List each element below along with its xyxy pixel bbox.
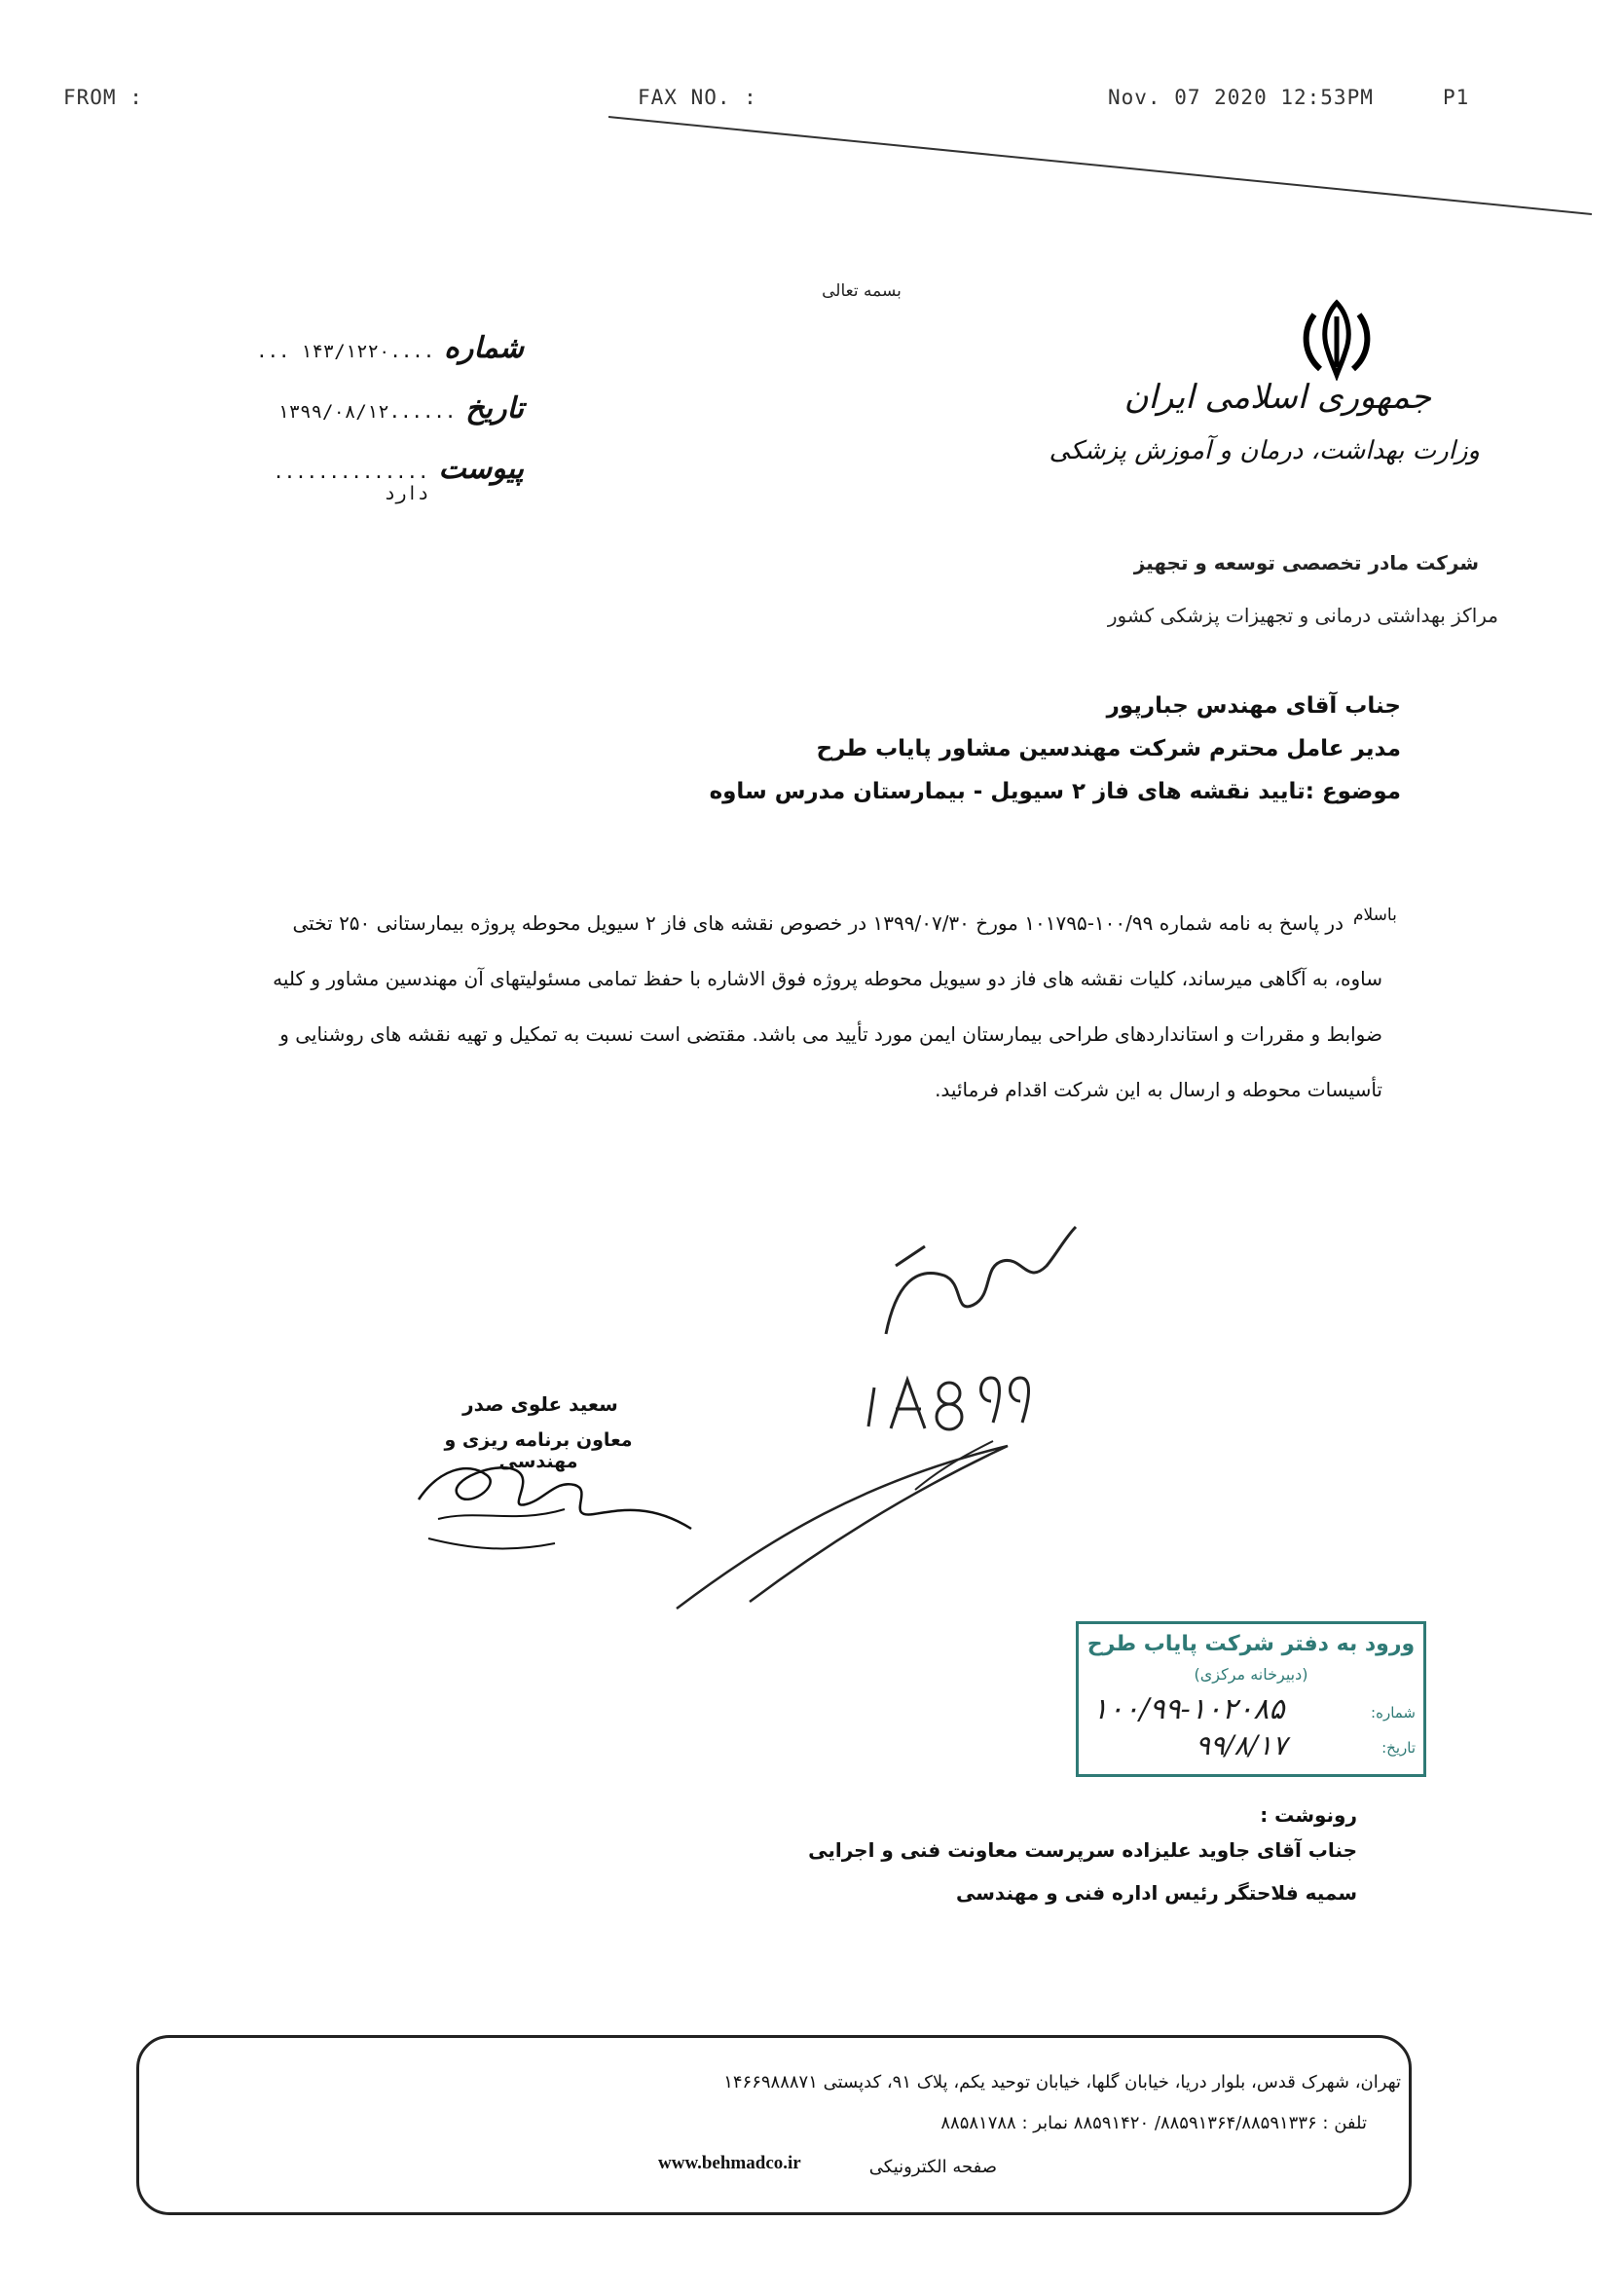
addressee-title: مدیر عامل محترم شرکت مهندسین مشاور پایاب طرح — [816, 736, 1401, 761]
fax-timestamp: Nov. 07 2020 12:53PM — [1108, 86, 1374, 109]
basmala: بسمه تعالی — [822, 281, 902, 301]
fax-page: P1 — [1443, 86, 1470, 109]
stamp-date-handwritten: ۹۹/۸/۱۷ — [1196, 1729, 1288, 1761]
footer-phone: تلفن : ۸۸۵۹۱۳۶۴/۸۸۵۹۱۳۳۶/ ۸۸۵۹۱۴۲۰ نمابر : ۸۸۵۸۱۷۸۸ — [940, 2113, 1367, 2133]
org-line-1: شرکت مادر تخصصی توسعه و تجهیز — [1133, 551, 1479, 574]
stamp-title: ورود به دفتر شرکت پایاب طرح — [1086, 1632, 1416, 1656]
copies-label: رونوشت : — [1260, 1803, 1357, 1827]
fax-divider-line — [608, 112, 1592, 219]
footer-website[interactable]: www.behmadco.ir — [658, 2153, 801, 2173]
fax-from-label: FROM : — [63, 86, 143, 109]
number-value: ....۱۴۳/۱۲۲۰ ... — [256, 341, 435, 362]
ministry-logo — [1049, 378, 1480, 504]
date-label: تاریخ — [465, 391, 524, 426]
footer-address: تهران، شهرک قدس، بلوار دریا، خیابان گلها، خیابان توحید یکم، پلاک ۹۱، کدپستی ۱۴۶۶۹۸۸۸۷۱ — [723, 2072, 1401, 2092]
attachment-label: پیوست — [438, 452, 524, 486]
stamp-subtitle: (دبیرخانه مرکزی) — [1194, 1665, 1308, 1684]
signatory-name: سعید علوی صدر — [462, 1392, 618, 1416]
addressee-name: جناب آقای مهندس جبارپور — [1106, 693, 1401, 719]
meta-attachment — [251, 452, 524, 512]
org-line-2: مراکز بهداشتی درمانی و تجهیزات پزشکی کشور — [1107, 604, 1498, 627]
iran-emblem-icon — [1295, 297, 1379, 381]
stamp-number-handwritten: ۱۰۰/۹۹-۱۰۲۰۸۵ — [1092, 1692, 1285, 1726]
meta-number — [251, 331, 524, 391]
stamp-date-label: تاریخ: — [1381, 1739, 1416, 1757]
stamp-number-label: شماره: — [1371, 1704, 1416, 1722]
date-value: ......۱۳۹۹/۰۸/۱۲ — [277, 401, 457, 423]
ministry-line-2: وزارت بهداشت، درمان و آموزش پزشکی — [1049, 436, 1480, 465]
greeting: باسلام — [1353, 906, 1397, 925]
letter-body: در پاسخ به نامه شماره ۱۰۰/۹۹-۱۰۱۷۹۵ مورخ ۱۳۹۹/۰۷/۳۰ در خصوص نقشه های فاز ۲ سیویل محوطه پروژه بیمارستانی ۲۵۰ تختی ساوه، به آگاهی میرساند، کلیات نقشه های فاز دو سیویل محوطه پروژه فوق الاشاره با حفظ تمامی مسئولیتهای آن مهندسین مشاور و کلیه ضوابط و مقررات و استانداردهای طراحی بیمارستان ایمن مورد تأیید می باشد. مقتضی است نسبت به تمکیل و تهیه نقشه های روشنایی و تأسیسات محوطه و ارسال به این شرکت اقدام فرمائید. — [273, 911, 1382, 1101]
letter-meta — [251, 331, 524, 512]
copy-recipient-2: سمیه فلاحتگر رئیس اداره فنی و مهندسی — [956, 1881, 1357, 1905]
handwritten-annotation-scribble — [857, 1207, 1090, 1363]
fax-number-label: FAX NO. : — [638, 86, 757, 109]
copy-recipient-1: جناب آقای جاوید علیزاده سرپرست معاونت فنی و اجرایی — [808, 1838, 1357, 1862]
ministry-line-1: جمهوری اسلامی ایران — [1123, 378, 1431, 417]
signatory-title: معاون برنامه ریزی و مهندسی — [444, 1429, 633, 1472]
reception-stamp — [1076, 1621, 1426, 1777]
signature-icon — [409, 1451, 701, 1558]
handwritten-initial-stroke — [672, 1422, 1022, 1616]
attachment-value: .............. دارد — [273, 462, 429, 504]
meta-date — [251, 391, 524, 452]
number-label: شماره — [444, 331, 524, 365]
footer-web-label: صفحه الکترونیکی — [868, 2157, 997, 2177]
letter-subject: موضوع :تایید نقشه های فاز ۲ سیویل - بیمارستان مدرس ساوه — [709, 779, 1401, 804]
